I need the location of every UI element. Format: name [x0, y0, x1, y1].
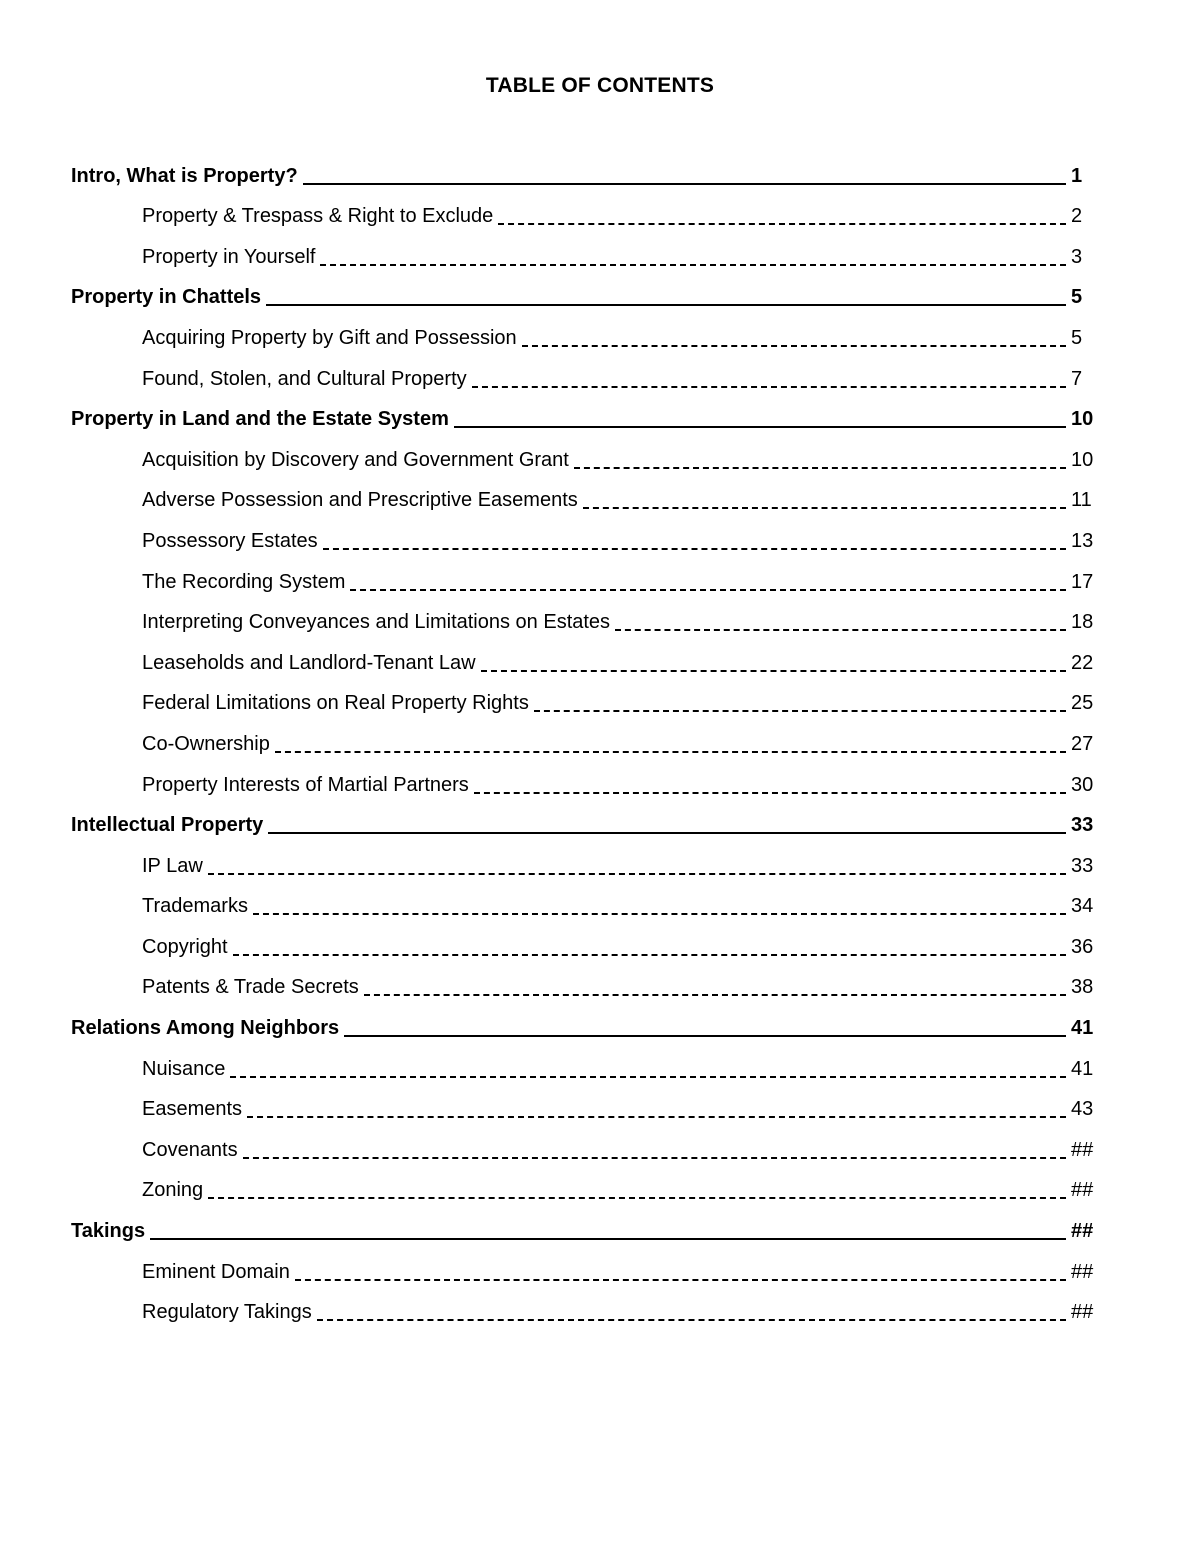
- toc-entry-label: Property Interests of Martial Partners: [142, 773, 469, 796]
- toc-entry-label: Relations Among Neighbors: [71, 1017, 340, 1040]
- toc-entry-label: Eminent Domain: [142, 1260, 290, 1283]
- toc-subsection-entry[interactable]: [71, 233, 1097, 274]
- toc-subsection-entry[interactable]: [71, 558, 1097, 599]
- toc-subsection-entry[interactable]: [71, 1248, 1097, 1289]
- toc-entry-label: Takings: [71, 1220, 146, 1243]
- toc-subsection-entry[interactable]: [71, 436, 1097, 477]
- toc-subsection-entry[interactable]: [71, 1167, 1097, 1208]
- toc-page-number: 5: [1071, 326, 1083, 349]
- toc-leader-line: [481, 670, 1066, 672]
- toc-entry-label: Property in Chattels: [71, 286, 262, 309]
- toc-entry-label: Federal Limitations on Real Property Rights: [142, 692, 529, 715]
- toc-entry-label: Co-Ownership: [142, 732, 270, 755]
- toc-leader-line: [208, 873, 1066, 875]
- toc-page-number: 41: [1071, 1017, 1094, 1040]
- toc-entry-label: Adverse Possession and Prescriptive Easements: [142, 489, 578, 512]
- toc-leader-line: [230, 1076, 1066, 1078]
- toc-page-number: 11: [1071, 489, 1092, 512]
- toc-leader-line: [344, 1035, 1066, 1037]
- toc-section-entry[interactable]: [71, 802, 1097, 843]
- toc-entry-label: IP Law: [142, 854, 203, 877]
- toc-leader-line: [233, 954, 1066, 956]
- toc-section-entry[interactable]: [71, 1207, 1097, 1248]
- toc-subsection-entry[interactable]: [71, 1126, 1097, 1167]
- toc-page-number: ##: [1071, 1138, 1094, 1161]
- toc-leader-line: [320, 264, 1066, 266]
- toc-entry-label: Property in Land and the Estate System: [71, 408, 449, 431]
- toc-subsection-entry[interactable]: [71, 193, 1097, 234]
- toc-subsection-entry[interactable]: [71, 842, 1097, 883]
- toc-entry-label: Found, Stolen, and Cultural Property: [142, 367, 467, 390]
- toc-page-number: 13: [1071, 529, 1094, 552]
- toc-entry-label: Copyright: [142, 935, 228, 958]
- toc-entry-label: Interpreting Conveyances and Limitations on Estates: [142, 611, 611, 634]
- toc-page-number: 38: [1071, 976, 1094, 999]
- toc-entry-label: Property in Yourself: [142, 245, 316, 268]
- toc-page-number: 10: [1071, 448, 1094, 471]
- toc-subsection-entry[interactable]: [71, 355, 1097, 396]
- toc-entry-label: Easements: [142, 1098, 243, 1121]
- toc-entry-label: Zoning: [142, 1179, 204, 1202]
- toc-page-number: 30: [1071, 773, 1094, 796]
- toc-page-number: 1: [1071, 164, 1083, 187]
- toc-leader-line: [253, 913, 1066, 915]
- toc-entry-label: Trademarks: [142, 895, 248, 918]
- toc-leader-line: [615, 629, 1066, 631]
- toc-subsection-entry[interactable]: [71, 964, 1097, 1005]
- toc-page-number: 3: [1071, 245, 1083, 268]
- toc-entry-label: Intellectual Property: [71, 814, 264, 837]
- toc-subsection-entry[interactable]: [71, 761, 1097, 802]
- toc-leader-line: [268, 832, 1066, 834]
- toc-entry-label: Intro, What is Property?: [71, 164, 298, 187]
- toc-entry-label: Acquiring Property by Gift and Possession: [142, 326, 517, 349]
- toc-leader-line: [317, 1319, 1066, 1321]
- toc-page-number: ##: [1071, 1179, 1094, 1202]
- toc-entry-label: Nuisance: [142, 1057, 226, 1080]
- toc-leader-line: [266, 304, 1066, 306]
- toc-leader-line: [364, 994, 1066, 996]
- toc-leader-line: [243, 1157, 1066, 1159]
- toc-entry-label: Acquisition by Discovery and Government Grant: [142, 448, 569, 471]
- toc-subsection-entry[interactable]: [71, 1045, 1097, 1086]
- toc-entry-label: Property & Trespass & Right to Exclude: [142, 205, 494, 228]
- toc-leader-line: [275, 751, 1066, 753]
- toc-page-number: 7: [1071, 367, 1083, 390]
- toc-subsection-entry[interactable]: [71, 477, 1097, 518]
- toc-page-number: 2: [1071, 205, 1083, 228]
- toc-leader-line: [295, 1279, 1066, 1281]
- toc-leader-line: [454, 426, 1066, 428]
- toc-entry-label: Possessory Estates: [142, 529, 318, 552]
- toc-section-entry[interactable]: [71, 396, 1097, 437]
- toc-subsection-entry[interactable]: [71, 680, 1097, 721]
- toc-subsection-entry[interactable]: [71, 1086, 1097, 1127]
- toc-page-number: 33: [1071, 854, 1094, 877]
- toc-page-number: 36: [1071, 935, 1094, 958]
- toc-leader-line: [474, 792, 1066, 794]
- toc-leader-line: [350, 589, 1066, 591]
- toc-page-number: 41: [1071, 1057, 1094, 1080]
- toc-leader-line: [498, 223, 1066, 225]
- toc-leader-line: [472, 386, 1066, 388]
- toc-leader-line: [522, 345, 1066, 347]
- toc-subsection-entry[interactable]: [71, 599, 1097, 640]
- toc-entry-label: Leaseholds and Landlord-Tenant Law: [142, 651, 476, 674]
- toc-leader-line: [247, 1116, 1066, 1118]
- toc-leader-line: [534, 710, 1066, 712]
- toc-subsection-entry[interactable]: [71, 1289, 1097, 1330]
- toc-page-number: 18: [1071, 611, 1094, 634]
- toc-leader-line: [583, 507, 1066, 509]
- toc-page-number: ##: [1071, 1301, 1094, 1324]
- toc-subsection-entry[interactable]: [71, 314, 1097, 355]
- toc-page-number: ##: [1071, 1220, 1094, 1243]
- toc-page-number: 17: [1071, 570, 1094, 593]
- toc-page-number: 22: [1071, 651, 1094, 674]
- toc-page-number: 27: [1071, 732, 1094, 755]
- toc-page-number: 33: [1071, 814, 1094, 837]
- toc-subsection-entry[interactable]: [71, 517, 1097, 558]
- toc-leader-line: [150, 1238, 1066, 1240]
- toc-page-number: 10: [1071, 408, 1094, 431]
- toc-entry-label: The Recording System: [142, 570, 346, 593]
- toc-subsection-entry[interactable]: [71, 883, 1097, 924]
- toc-subsection-entry[interactable]: [71, 923, 1097, 964]
- toc-entry-label: Patents & Trade Secrets: [142, 976, 359, 999]
- toc-page-number: ##: [1071, 1260, 1094, 1283]
- toc-section-entry[interactable]: [71, 1004, 1097, 1045]
- toc-subsection-entry[interactable]: [71, 720, 1097, 761]
- toc-entry-label: Covenants: [142, 1138, 238, 1161]
- toc-leader-line: [208, 1197, 1066, 1199]
- document-title: TABLE OF CONTENTS: [485, 74, 715, 97]
- toc-leader-line: [574, 467, 1066, 469]
- toc-page-number: 34: [1071, 895, 1094, 918]
- toc-section-entry[interactable]: [71, 152, 1097, 193]
- toc-page-number: 25: [1071, 692, 1094, 715]
- toc-entry-label: Regulatory Takings: [142, 1301, 312, 1324]
- toc-leader-line: [303, 183, 1066, 185]
- toc-section-entry[interactable]: [71, 274, 1097, 315]
- toc-leader-line: [323, 548, 1066, 550]
- toc-subsection-entry[interactable]: [71, 639, 1097, 680]
- table-of-contents: [71, 152, 1097, 1329]
- toc-page-number: 5: [1071, 286, 1083, 309]
- toc-page-number: 43: [1071, 1098, 1094, 1121]
